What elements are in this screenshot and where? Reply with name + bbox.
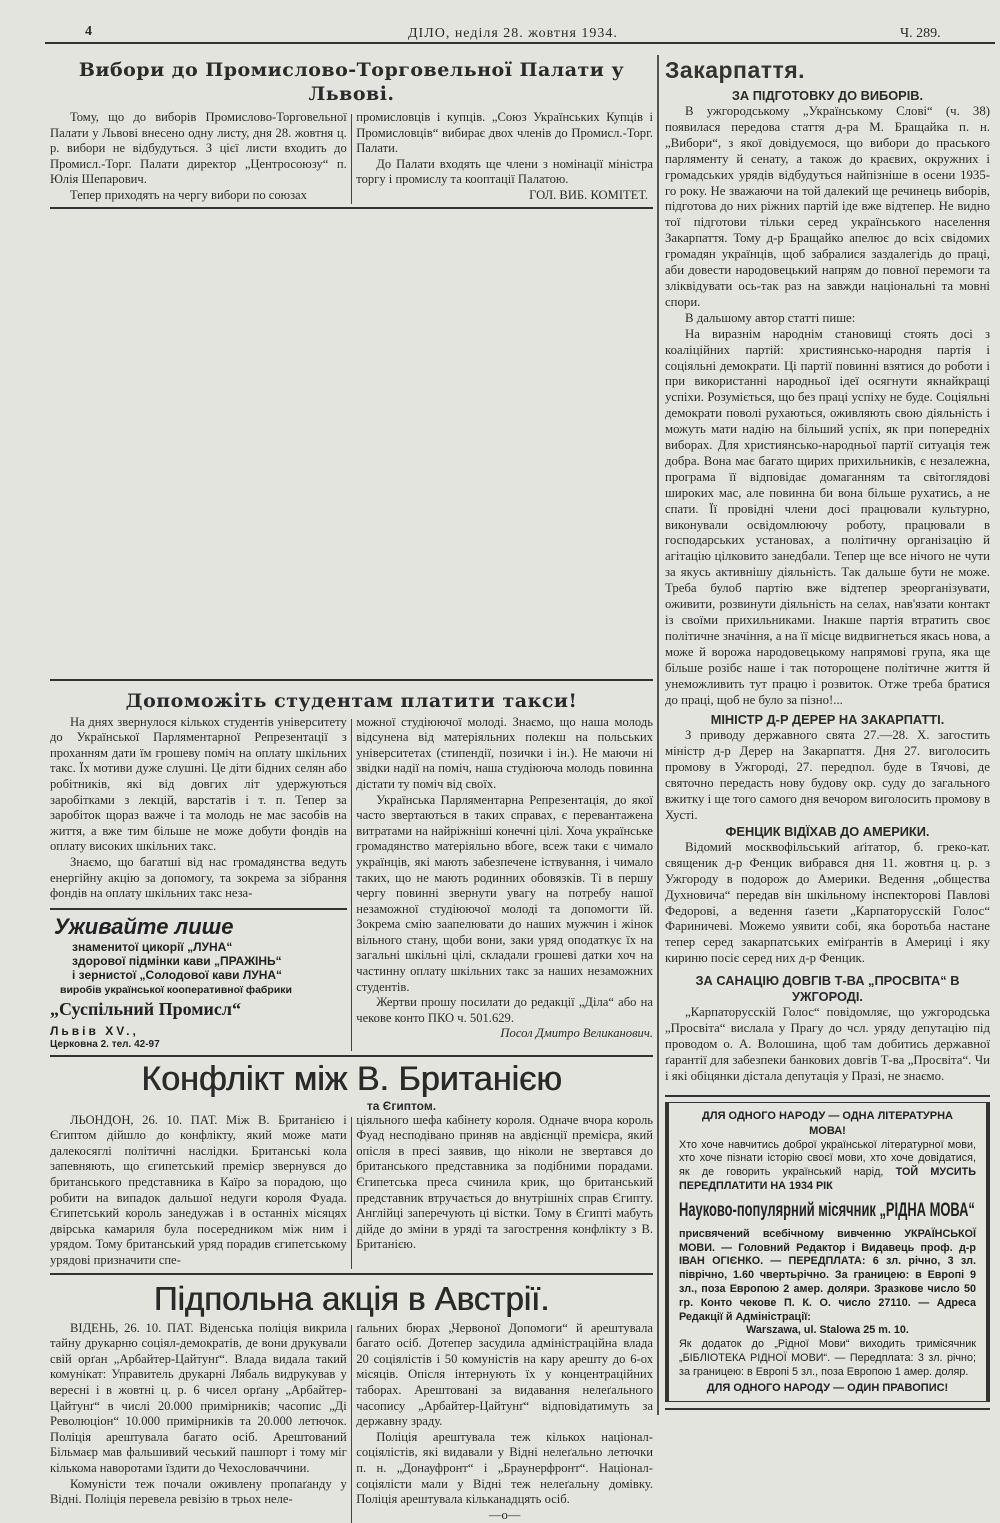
ad-rule (665, 1408, 990, 1410)
conflict-col2 (356, 1113, 653, 1269)
left-main-column (50, 50, 653, 1523)
paragraph: можної студіюючої молоді. Знаємо, що наша молодь відсунена від матеріяльних полекш на польських університетах (стипендії, позички і ін.). Не маючи ні звідки надії на поміч, наша студіююча молодь повинна дістати ту поміч від своїх. (356, 714, 653, 791)
ad-address: Warszawa, ul. Stalowa 25 m. 10. (746, 1324, 909, 1337)
subheading: ЗА САНАЦІЮ ДОВГІВ Т-ВА „ПРОСВІТА“ В УЖГОРОДІ. (695, 973, 960, 1005)
ad-address: Церковна 2. тел. 42-97 (50, 1038, 160, 1050)
zakarpattia-title: Закарпаття. (665, 57, 806, 83)
elections-title: Вибори до Промислово-Торговельної Палати у Львові. (78, 59, 625, 105)
ad-line: здорової підмінки кави „ПРАЖІНЬ“ (72, 953, 282, 968)
students-col1 (50, 715, 347, 1051)
paragraph: В дальшому автор статті пише: (685, 310, 856, 325)
subheading: ЗА ПІДГОТОВКУ ДО ВИБОРІВ. (731, 88, 924, 103)
conflict-col1 (50, 1113, 347, 1269)
austria-col2 (356, 1321, 653, 1523)
ad-city: Львів XV., (50, 1023, 139, 1038)
conflict-subtitle: та Єгиптом. (366, 1098, 437, 1113)
main-column-divider (657, 55, 659, 1415)
section-rule (50, 1273, 653, 1275)
header-rule (45, 42, 995, 44)
subheading: ФЕНЦИК ВІДЇХАВ ДО АМЕРИКИ. (725, 823, 930, 839)
paragraph: Українська Парляментарна Репрезентація, до якої часто звертаються в таких справах, є перевантажена витратами на найріжніші конечні цілі. Хоча українське громадянство матеріяльно вбоге, всеж таки є чимало українців, які мають забезпечене іствування, і чимало таких, що не мають родинних обовязків. Ті в першу чергу повинні звернути увагу на потребу нашої незаможної студіюючої молоді та допомогти їй. Зокрема смію заапелювати до наших мужчин і жінок вільного стану, щоби вони, заки уряд оподаткує їх на загальні шкільні цілі, складали грошеві датки хоч на частинну оплату шкільних такс за наших незаможних студентів. (356, 792, 653, 994)
paragraph: Тепер приходять на чергу вибори по союзах (70, 187, 307, 202)
zakarpattia-section (665, 56, 990, 1085)
elections-col2 (356, 110, 653, 204)
blank-area (50, 209, 653, 679)
column-divider (351, 114, 353, 204)
students-col2 (356, 715, 653, 1051)
ad-headline: Уживайте лише (54, 913, 234, 939)
paragraph: „Карпаторусскій Голос“ повідомляє, що ужгородська „Просвіта“ вислала у Прагу до чсл. уряду депутацію під проводом о. А. Волошина, щоб там добитись державної ґарантії для забезпеки банкових довгів Т-ва „Просвіта“. Чи і які обіцянки дістала депутація у Празі, не знаємо. (665, 1005, 990, 1083)
students-columns (50, 715, 653, 1051)
issue-number: Ч. 289. (900, 26, 941, 41)
paragraph: ЛЬОНДОН, 26. 10. ПАТ. Між В. Британією і Єгиптом дійшло до конфлікту, який може мати далекосяглі політичні наслідки. Британські кола запевняють, що єгипетський премієр звернувся до британського представника в Каїро за порадою, що робити на випадок дальшої недуги короля Фуада. Єгипетський король занедужав і в останніх місяцях двірська камариля була посередником між ним і урядом. Тому британський уряд порадив єгипетському урядові призначити спе- (50, 1112, 347, 1268)
ad-company: „Суспільний Промисл“ (50, 998, 241, 1019)
end-mark: —o— (488, 1507, 521, 1522)
paragraph: промисловців і купців. „Союз Українських Купців і Промисловців“ вибирає двох членів до Промисл.-Торг. Палати. (356, 110, 653, 156)
austria-title: Підпольна акція в Австрії. (153, 1279, 550, 1317)
signature: Посол Дмитро Великанович. (500, 1026, 653, 1041)
paragraph: Жертви прошу посилати до редакції „Діла“ або на чекове конто ПКО ч. 501.629. (356, 995, 653, 1025)
paragraph: Знаємо, що багатші від нас громадянства ведуть енергійну акцію за допомогу, та зокрема за зібрання фондів на оплату шкільних такс неза- (50, 854, 347, 901)
right-column (665, 56, 990, 1410)
paragraph: З приводу державного свята 27.—28. X. загостить міністр д-р Дерер на Закарпаття. Дня 27. виголосить промову в Ужгороді, 27. передпол. буде в Тячові, де святочно передасть нову будову окр. суду до загального вжитку і ще того самого дня вечором виголосить промову в Хусті. (665, 728, 990, 822)
students-title: Допоможіть студентам платити такси! (125, 689, 578, 712)
ad-line: знаменитої цикорії „ЛУНА“ (72, 939, 233, 954)
ad-footer: ДЛЯ ОДНОГО НАРОДУ — ОДИН ПРАВОПИС! (706, 1381, 949, 1394)
ad-heading: ДЛЯ ОДНОГО НАРОДУ — ОДНА ЛІТЕРАТУРНА МОВА! (702, 1109, 953, 1137)
ad-title: Науково-популярний місячник „РІДНА МОВА“ (679, 1199, 975, 1221)
column-divider (351, 1117, 353, 1269)
ad-intro (679, 1139, 976, 1194)
elections-columns (50, 110, 653, 204)
elections-col1 (50, 110, 347, 204)
ad-line: і зернистої „Солодової кави ЛУНА“ (72, 967, 283, 982)
paragraph: Відомий москвофільський аґітатор, б. греко-кат. священик д-р Фенцик вибрався дня 11. жовтня ц. р. з Ужгороду в подорож до Америки. Ведення „общества Духновича“ передав він шкільному інспекторові Павлові Федорові, а ведення ґазети „Карпаторусскій Голос“ Фариничеві. Можемо уявити собі, яка боротьба настане тепер серед закарпатських еміґрантів в Америці і яку кириню посіє серед них д-р Фенцик. (665, 839, 990, 966)
austria-columns (50, 1321, 653, 1523)
ad-contact (50, 1024, 160, 1051)
paragraph: В ужгородському „Українському Слові“ (ч. 38) появилася передова стаття д-ра М. Бращайка п. н. „Вибори“, з якої довідуємося, що вибори до праського парляменту й сенату, а також до краєвих, окружних і громадських урядів відбудуться найпізніше в осени 1935-го року. Не зважаючи на той далекий ще речинець виборів, підготова до них ріжних партій іде вже відтепер. Не видно тої підготови тільки серед українського населення Закарпаття. Тому д-р Бращайко апелює до всіх свідомих громадян українців, щоб забралися заздалегідь до праці, аби довести народовецький напрям до повної перемоги та зліквідувати ось-так раз на завжди національні та мовні спори. (665, 104, 990, 309)
luna-ad (50, 914, 347, 1051)
paragraph: Комуністи теж почали оживлену пропаґанду у Відні. Поліція перевела ревізію в трьох неле- (50, 1476, 347, 1507)
section-rule (50, 679, 653, 681)
ad-body: присвячений всебічному вивченню УКРАЇНСЬКОЇ МОВИ. — Головний Редактор і Видавець проф. д-р ІВАН ОГІЄНКО. — ПЕРЕДПЛАТА: 6 зл. річно, 3 зл. піврічно, 1.60 чвертьрічно. За границею: в Европі 9 зл., поза Европою 2 амер. доляри. Зразкове число 50 гр. Конто чекове П. К. О. число 27110. — Адреса Редакції й Адміністрації: (679, 1227, 976, 1323)
subheading: МІНІСТР Д-Р ДЕРЕР НА ЗАКАРПАТТІ. (710, 712, 945, 728)
ad-rule (50, 908, 347, 910)
austria-col1 (50, 1321, 347, 1523)
paragraph: Поліція арештувала теж кількох націонал-соціялістів, які видавали у Відні нелеґально летючки п. н. „Донауфронт“ і „Браунерфронт“. Націонал-соціялісти мали у Відні теж нелеґальну домівку. Поліція арештувала кільканадцять осіб. (356, 1429, 653, 1507)
ad-footer-row (50, 998, 347, 1051)
page-number: 4 (85, 24, 92, 39)
signature: ГОЛ. ВИБ. КОМІТЕТ. (529, 187, 648, 202)
conflict-title: Конфлікт між В. Британією (141, 1059, 562, 1098)
paragraph: ВІДЕНЬ, 26. 10. ПАТ. Віденська поліція викрила тайну друкарню соціял-демократів, де вони друкували свій орґан „Арбайтер-Цайтунґ“. Влада видала такий комунікат: Управитель друкарні Лябаль видрукував у вересні і в жовтні ц. р. 6 чисел орґану „Арбайтер-Цайтунґ“ в числі 20.000 примірників; часопис „Ді Революціон“ 10.000 примірників та 20.000 летючок. Поліція арештувала багато осіб. Арештований Більмаєр мав фальшивий чеський пашпорт і тому міг кількома наворотами їздити до Чехословаччини. (50, 1320, 347, 1475)
column-divider (351, 719, 353, 1051)
paragraph: ґальних бюрах „Червоної Допомоги“ й арештувала багато осіб. Дотепер засудила адміністраційна влада 20 соціялістів і 50 комуністів на кару арешту до 6-ох місяців. Опісля інтернують їх у концентраційних таборах. Арештовані за видавання нелеґального часопису „Арбайтер-Цайтунґ“ відповідатимуть за державну зраду. (356, 1320, 653, 1429)
section-rule (50, 1055, 653, 1057)
paragraph: Тому, що до виборів Промислово-Торговельної Палати у Львові внесено одну листу, дня 28. жовтня ц. р. вибори не відбудуться. З цієї листи входить до Промисл.-Торг. Палати директор „Центросоюзу“ п. Юлія Шепарович. (50, 110, 347, 187)
ad-intro-bold: ТОЙ МУСИТЬ ПЕРЕДПЛАТИТИ НА 1934 РІК (679, 1166, 976, 1193)
ad-rule (665, 1095, 990, 1097)
ridna-mova-ad (665, 1102, 990, 1403)
paragraph: ціяльного шефа кабінету короля. Одначе вчора король Фуад несподівано приняв на авдієнції премієра, який опісля в пресі заявив, що ніколи не звертався до британського представника за подібними порадами. Єгипетська преса счинила крик, що британський представник втручається до внутрішніх справ Єгипту. Англійці заперечують ці вістки. Тому в Єгипті мабуть дійде до зміни в уряді та загострення конфлікту з В. Британією. (356, 1112, 653, 1252)
paragraph: До Палати входять ще члени з номінації міністра торгу і промислу та кооптації Палатою. (356, 156, 653, 187)
paragraph: На днях звернулося кількох студентів університету до Української Парляментарної Репрезентації з проханням дати їм грошеву поміч на оплату шкільних такс. Їх мотиви дуже слушні. Це діти бідних селян або робітників, які від довгих літ удержуються заробітками з лекцій, варстатів і т. п. Тепер за заробіток щораз важче і та молодь не має засобів на життя, а вже тим більше не може добути фондів на оплату високих шкільних такс. (50, 714, 347, 854)
column-divider (351, 1325, 353, 1523)
paragraph: На виразнім народнім становищі стоять досі з коаліційних партій: християнсько-народня партія і соціяльні демократи. Ці партії повинні взятися до роботи і при використанні народньої ідеї осягнути якнайкращі успіхи. Розуміється, що без праці успіху не буде. Соціяльні демократи поволі рухаються, оживляють свою діяльність і можуть мати надію на більший успіх, як при попередніх виборах. Для християнсько-народньої партії ситуація теж добра. Вона має багато щирих прихильників, є незалежна, програма її відповідає домаганням та світоглядові широких мас, але повинна би вона більше рухатись, а не спати. Її провідні члени досі працювали культурно, виконували освідомлюючу роботу, працювали в господарських установах, а політичну організацію й агітацію цілковито занедбали. Тепер ще все нічого не чути за якусь активнішу діяльність. Так дальше бути не може. Треба булоб партію вже відтепер зреорганізувати, оживити, розвинути діяльність на селах, нав'язати контакт із своїми прихильниками. Інакше партія втратить своє політичне значіння, а на її місце видвигнеться якась нова, а може й ворожа народовецькому напрямові група, яка ще більше розібє наше і так поторощене політичне життя й унеможливить тут працю і розвиток. Отже треба братися до праці, щоб не було за пізно!... (665, 326, 990, 707)
conflict-columns (50, 1113, 653, 1269)
ad-supplement: Як додаток до „Рідної Мови“ виходить тримісячник „БІБЛІОТЕКА РІДНОЇ МОВИ“. — Передплата: 3 зл. річно; за границею: в Европі 5 зл., поза Европою 1 амер. доляр. (679, 1338, 976, 1378)
ad-intro-text: Хто хоче навчитись доброї української літературної мови, хто хоче пізнати історію своєї мови, хто хоче довідатися, як де говорить український нарід, (679, 1138, 976, 1179)
ad-line: виробів української кооперативної фабрики (60, 983, 292, 996)
masthead: ДІЛО, неділя 28. жовтня 1934. (408, 26, 618, 41)
